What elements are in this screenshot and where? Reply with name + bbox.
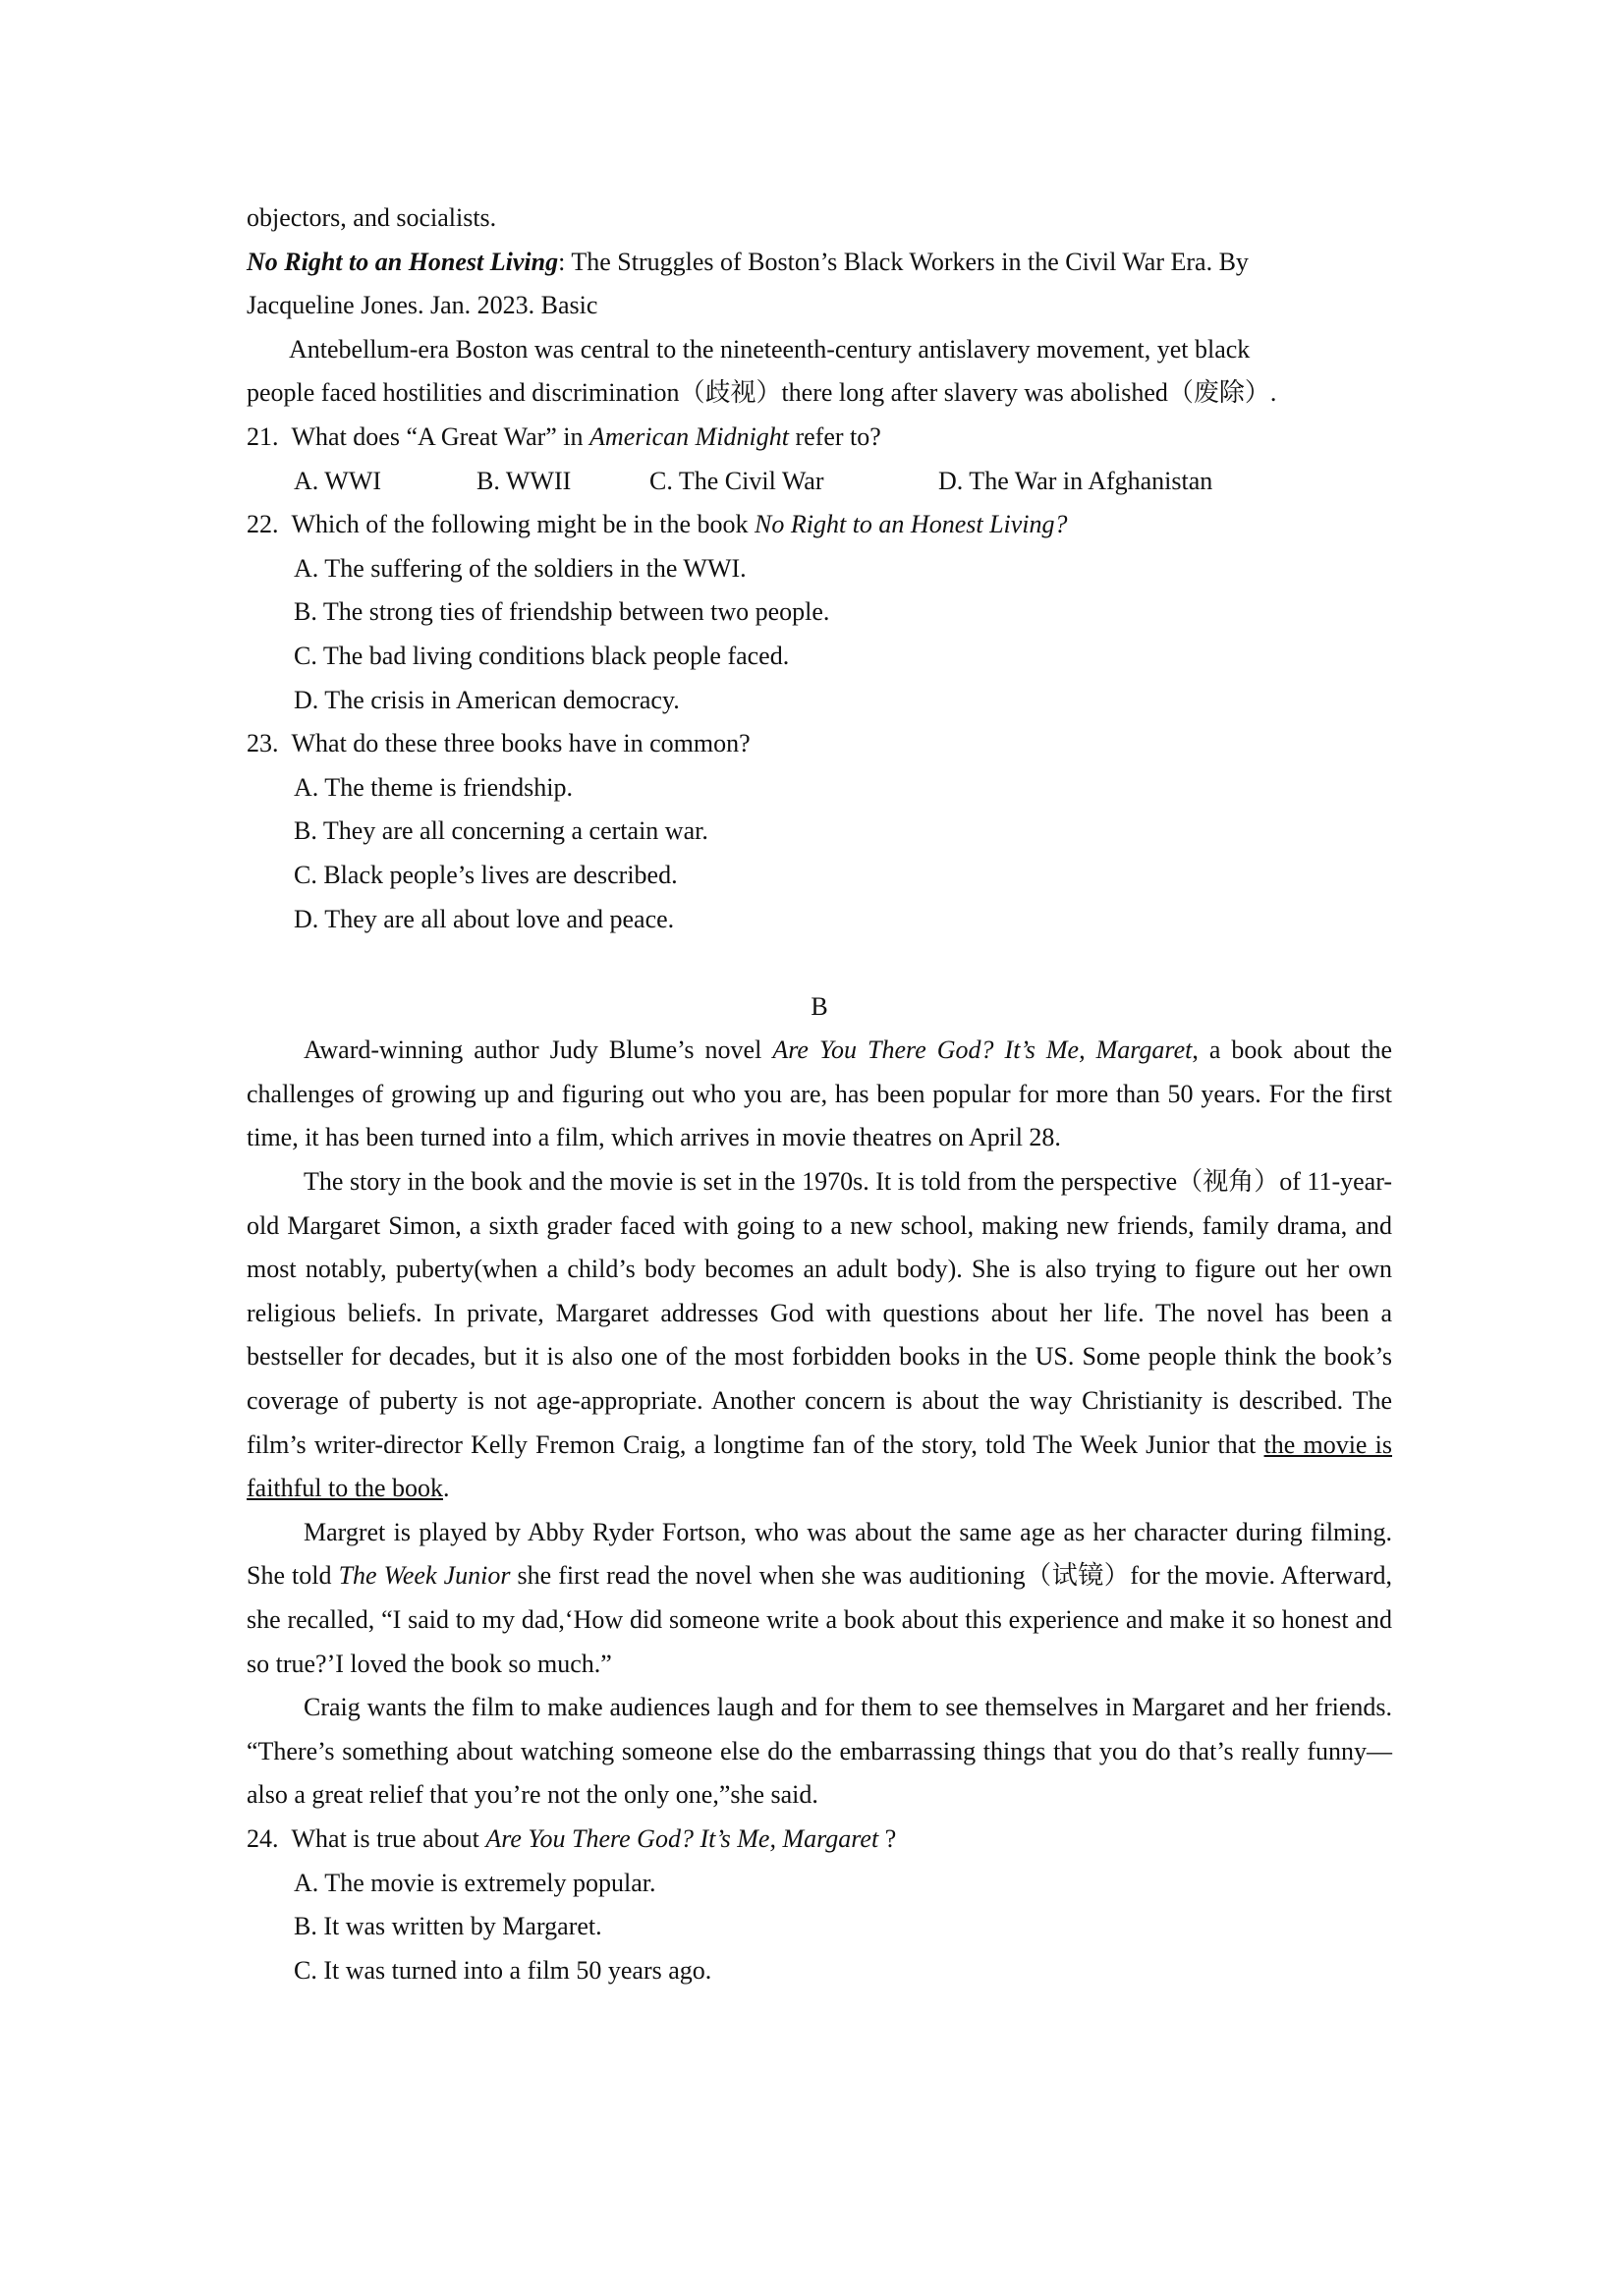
option-d[interactable]: D. The War in Afghanistan xyxy=(938,466,1213,495)
spacer xyxy=(247,941,1392,985)
question-number: 21. xyxy=(247,421,279,451)
book-title: Are You There God? It’s Me, Margaret xyxy=(772,1036,1193,1065)
option-b[interactable]: B. They are all concerning a certain war. xyxy=(294,816,708,846)
question-24 xyxy=(247,1818,1392,1862)
passage-paragraph-3 xyxy=(247,1511,1392,1686)
exam-page xyxy=(247,196,1392,1992)
question-stem: What is true about xyxy=(291,1823,486,1853)
question-number: 22. xyxy=(247,510,279,539)
option-d[interactable]: D. The crisis in American democracy. xyxy=(294,685,680,714)
option-d[interactable]: D. They are all about love and peace. xyxy=(294,904,675,933)
book3-meta: Jacqueline Jones. Jan. 2023. Basic xyxy=(247,291,598,320)
option-c[interactable]: C. It was turned into a film 50 years ago. xyxy=(294,1955,712,1985)
question-stem: What do these three books have in common? xyxy=(291,729,751,758)
question-number: 24. xyxy=(247,1823,279,1853)
option-a[interactable]: A. The movie is extremely popular. xyxy=(294,1868,656,1897)
question-21 xyxy=(247,416,1392,460)
question-21-options xyxy=(247,460,1392,504)
question-stem-italic: American Midnight xyxy=(589,421,789,451)
paragraph-text: Margret is played by Abby Ryder Fortson, who was about the same age as her character during filming. She told xyxy=(247,1517,1392,1591)
book3-title: No Right to an Honest Living xyxy=(247,247,559,276)
question-stem-end: refer to? xyxy=(788,421,881,451)
option-c[interactable]: C. Black people’s lives are described. xyxy=(294,860,678,889)
section-heading: B xyxy=(811,991,828,1021)
option-b[interactable]: B. WWII xyxy=(476,466,572,495)
paragraph-text: . xyxy=(443,1474,450,1503)
passage-paragraph-2 xyxy=(247,1160,1392,1511)
book3-desc-line2: people faced hostilities and discrimination（歧视）there long after slavery was abolished（废除）. xyxy=(247,378,1277,408)
question-stem-italic: No Right to an Honest Living? xyxy=(755,510,1068,539)
paragraph-text: The story in the book and the movie is set in the 1970s. It is told from the perspective（视角）of 11-year-old Margaret Simon, a sixth grader faced with going to a new school, making new friends, family drama, and most notably, puberty(when a child’s body becomes an adult body). She is also trying to figure out her own religious beliefs. In private, Margaret addresses God with questions about her life. The novel has been a bestseller for decades, but it is also one of the most forbidden books in the US. Some people think the book’s coverage of puberty is not age-appropriate. Another concern is about the way Christianity is described. The film’s writer-director Kelly Fremon Craig, a longtime fan of the story, told The Week Junior that xyxy=(247,1167,1392,1459)
option-b[interactable]: B. It was written by Margaret. xyxy=(294,1912,602,1941)
book3-heading xyxy=(247,241,1392,285)
paragraph-text: Award-winning author Judy Blume’s novel xyxy=(304,1036,773,1065)
question-stem: Which of the following might be in the book xyxy=(291,510,756,539)
book3-desc-line1: Antebellum-era Boston was central to the nineteenth-century antislavery movement, yet black xyxy=(289,334,1251,364)
option-a[interactable]: A. The theme is friendship. xyxy=(294,772,574,802)
question-22 xyxy=(247,503,1392,547)
publication-name: The Week Junior xyxy=(338,1561,511,1591)
question-stem: What does “A Great War” in xyxy=(291,421,590,451)
option-a[interactable]: A. WWI xyxy=(294,466,382,495)
option-a[interactable]: A. The suffering of the soldiers in the WWI. xyxy=(294,553,747,583)
question-number: 23. xyxy=(247,729,279,758)
book3-subtitle: : The Struggles of Boston’s Black Workers in the Civil War Era. By xyxy=(558,247,1249,276)
underlined-phrase: the movie is faithful to the book xyxy=(247,1429,1393,1503)
option-b[interactable]: B. The strong ties of friendship between two people. xyxy=(294,597,830,627)
question-stem-end: ? xyxy=(878,1823,897,1853)
option-c[interactable]: C. The bad living conditions black people faced. xyxy=(294,641,790,670)
paragraph-text: she first read the novel when she was auditioning（试镜）for the movie. Afterward, she recalled, “I said to my dad,‘How did someone write a book about this experience and make it so honest and so true?’I loved the book so much.” xyxy=(247,1561,1392,1678)
passage-paragraph-1 xyxy=(247,1029,1392,1160)
intro-tail: objectors, and socialists. xyxy=(247,203,497,232)
option-c[interactable]: C. The Civil War xyxy=(649,466,824,495)
question-23 xyxy=(247,722,1392,766)
question-stem-italic: Are You There God? It’s Me, Margaret xyxy=(485,1823,879,1853)
passage-paragraph-4: Craig wants the film to make audiences laugh and for them to see themselves in Margaret and her friends. “There’s something about watching someone else do the embarrassing things that you do that’s really funny—also a great relief that you’re not the only one,”she said. xyxy=(247,1693,1392,1810)
paragraph-text: , a book about the challenges of growing up and figuring out who you are, has been popular for more than 50 years. For the first time, it has been turned into a film, which arrives in movie theatres on April 28. xyxy=(247,1036,1392,1152)
